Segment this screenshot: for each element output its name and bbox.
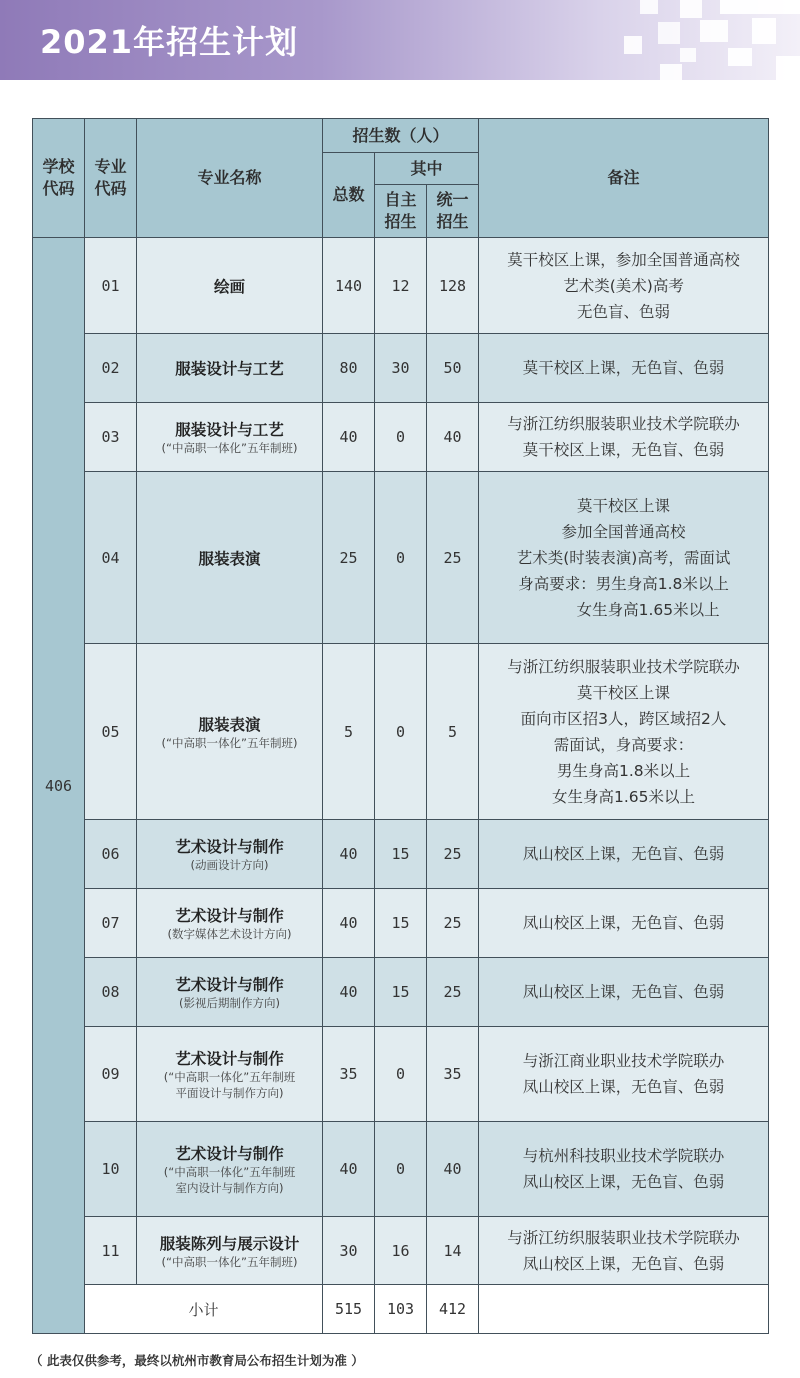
- decor-square: [680, 0, 702, 18]
- major-name: 绘画: [213, 277, 245, 296]
- independent-count: 15: [375, 889, 427, 958]
- total-count: 140: [323, 238, 375, 334]
- header-unified: 统一 招生: [427, 185, 479, 238]
- remarks-cell: [479, 238, 769, 334]
- remark-line: 参加全国普通高校: [561, 522, 686, 541]
- remark-line: 与浙江纺织服装职业技术学院联办: [507, 415, 740, 433]
- major-subtitle: (“中高职一体化”五年制班): [161, 441, 298, 455]
- decor-square: [776, 56, 800, 80]
- unified-count: 5: [427, 644, 479, 820]
- remarks-cell: [479, 1122, 769, 1217]
- remark-line: 莫干校区上课，无色盲、色弱: [522, 441, 725, 459]
- major-subtitle: (数字媒体艺术设计方向): [167, 927, 292, 941]
- unified-count: 35: [427, 1027, 479, 1122]
- remark-line: 艺术类(时装表演)高考，需面试: [516, 548, 731, 567]
- major-subtitle: (“中高职一体化”五年制班): [161, 735, 298, 750]
- remark-line: 凤山校区上课，无色盲、色弱: [522, 845, 725, 863]
- major-name: 服装设计与工艺: [175, 360, 284, 378]
- remark-line: 莫干校区上课，无色盲、色弱: [522, 359, 725, 377]
- remark-line: 莫干校区上课，参加全国普通高校: [507, 250, 740, 269]
- remark-line: 身高要求：男生身高1.8米以上: [518, 574, 729, 593]
- remark-line: 莫干校区上课: [577, 496, 671, 515]
- table-row: [33, 472, 769, 644]
- major-name: 服装设计与工艺: [175, 421, 284, 439]
- major-name-cell: [137, 238, 323, 334]
- major-name-cell: [137, 889, 323, 958]
- major-name: 艺术设计与制作: [175, 838, 284, 856]
- independent-count: 15: [375, 820, 427, 889]
- header-enrollment: 招生数（人）: [323, 119, 479, 153]
- unified-count: 25: [427, 472, 479, 644]
- subtotal-label: 小计: [85, 1285, 323, 1334]
- remark-line: 女生身高1.65米以上: [552, 787, 696, 806]
- footnote: （ 此表仅供参考，最终以杭州市教育局公布招生计划为准 ）: [30, 1353, 364, 1368]
- decor-square: [752, 18, 776, 44]
- independent-count: 15: [375, 958, 427, 1027]
- remark-line: 面向市区招3人，跨区域招2人: [520, 709, 727, 728]
- major-name-cell: [137, 334, 323, 403]
- remarks-cell: [479, 1217, 769, 1285]
- major-name-cell: [137, 644, 323, 820]
- remark-line: 凤山校区上课，无色盲、色弱: [522, 983, 725, 1001]
- major-name-cell: [137, 1027, 323, 1122]
- independent-count: 30: [375, 334, 427, 403]
- table-row: [33, 820, 769, 889]
- total-count: 40: [323, 1122, 375, 1217]
- major-name: 服装表演: [198, 549, 261, 568]
- remark-line: 凤山校区上课，无色盲、色弱: [522, 914, 725, 932]
- subtotal-total: 515: [323, 1285, 375, 1334]
- major-subtitle: (动画设计方向): [190, 858, 269, 872]
- unified-count: 25: [427, 889, 479, 958]
- header-school-code: 学校 代码: [33, 119, 85, 238]
- table-row: [33, 238, 769, 334]
- major-name: 艺术设计与制作: [175, 976, 284, 994]
- title-banner: [0, 0, 800, 80]
- independent-count: 0: [375, 1027, 427, 1122]
- header-independent: 自主 招生: [375, 185, 427, 238]
- remark-line: 与浙江商业职业技术学院联办: [522, 1052, 725, 1070]
- remarks-cell: [479, 958, 769, 1027]
- decor-square: [660, 64, 682, 80]
- major-name-cell: [137, 1217, 323, 1285]
- major-code: 08: [85, 958, 137, 1027]
- subtotal-remarks: [479, 1285, 769, 1334]
- remarks-cell: [479, 1027, 769, 1122]
- enrollment-plan-table: [32, 118, 769, 1334]
- remark-line: 与杭州科技职业技术学院联办: [522, 1147, 725, 1165]
- header-total: 总数: [323, 153, 375, 238]
- table-row: [33, 644, 769, 820]
- major-code: 10: [85, 1122, 137, 1217]
- decor-square: [720, 0, 800, 14]
- major-subtitle: (“中高职一体化”五年制班 室内设计与制作方向): [163, 1165, 296, 1195]
- remarks-cell: [479, 334, 769, 403]
- major-name-cell: [137, 958, 323, 1027]
- major-code: 03: [85, 403, 137, 472]
- independent-count: 0: [375, 472, 427, 644]
- major-name-cell: [137, 403, 323, 472]
- decor-square: [624, 36, 642, 54]
- major-subtitle: (影视后期制作方向): [179, 996, 280, 1010]
- subtotal-unified: 412: [427, 1285, 479, 1334]
- remark-line: 凤山校区上课，无色盲、色弱: [522, 1173, 725, 1191]
- remark-line: 凤山校区上课，无色盲、色弱: [522, 1078, 725, 1096]
- remark-line: 与浙江纺织服装职业技术学院联办: [507, 657, 740, 676]
- remarks-cell: [479, 644, 769, 820]
- total-count: 40: [323, 958, 375, 1027]
- unified-count: 40: [427, 1122, 479, 1217]
- major-code: 01: [85, 238, 137, 334]
- remarks-cell: [479, 889, 769, 958]
- major-name-cell: [137, 820, 323, 889]
- header-major-code: 专业 代码: [85, 119, 137, 238]
- unified-count: 50: [427, 334, 479, 403]
- total-count: 80: [323, 334, 375, 403]
- remark-line: 无色盲、色弱: [577, 302, 671, 321]
- page-title: 2021年招生计划: [40, 23, 299, 61]
- major-subtitle: (“中高职一体化”五年制班 平面设计与制作方向): [163, 1070, 296, 1100]
- school-code-cell: 406: [33, 238, 85, 1334]
- remark-line: 莫干校区上课: [577, 683, 671, 702]
- remark-line: 需面试，身高要求：: [553, 735, 694, 754]
- header-remarks: 备注: [479, 119, 769, 238]
- header-major-name: 专业名称: [137, 119, 323, 238]
- remark-line: 凤山校区上课，无色盲、色弱: [522, 1254, 725, 1273]
- remark-line: 与浙江纺织服装职业技术学院联办: [507, 1228, 740, 1247]
- decor-square: [680, 48, 696, 62]
- decor-square: [640, 0, 658, 14]
- major-code: 09: [85, 1027, 137, 1122]
- major-name-cell: [137, 1122, 323, 1217]
- major-name-cell: [137, 472, 323, 644]
- total-count: 5: [323, 644, 375, 820]
- total-count: 40: [323, 820, 375, 889]
- major-name: 服装陈列与展示设计: [159, 1234, 300, 1253]
- remark-line: 艺术类(美术)高考: [563, 276, 684, 295]
- major-code: 11: [85, 1217, 137, 1285]
- decor-square: [658, 22, 680, 44]
- independent-count: 0: [375, 644, 427, 820]
- major-name: 服装表演: [198, 715, 261, 734]
- total-count: 35: [323, 1027, 375, 1122]
- unified-count: 25: [427, 820, 479, 889]
- table-row: [33, 958, 769, 1027]
- table-row: [33, 334, 769, 403]
- header-among: 其中: [375, 153, 479, 185]
- remarks-cell: [479, 472, 769, 644]
- major-code: 02: [85, 334, 137, 403]
- independent-count: 16: [375, 1217, 427, 1285]
- independent-count: 0: [375, 403, 427, 472]
- table-body: [33, 238, 769, 1334]
- total-count: 40: [323, 403, 375, 472]
- major-code: 04: [85, 472, 137, 644]
- table-row: [33, 889, 769, 958]
- table-row: [33, 1027, 769, 1122]
- unified-count: 25: [427, 958, 479, 1027]
- major-code: 05: [85, 644, 137, 820]
- major-subtitle: (“中高职一体化”五年制班): [161, 1254, 298, 1269]
- major-name: 艺术设计与制作: [175, 907, 284, 925]
- major-code: 07: [85, 889, 137, 958]
- remarks-cell: [479, 820, 769, 889]
- independent-count: 12: [375, 238, 427, 334]
- subtotal-independent: 103: [375, 1285, 427, 1334]
- decor-square: [700, 20, 728, 42]
- remark-line: 女生身高1.65米以上: [527, 600, 720, 619]
- major-name: 艺术设计与制作: [175, 1050, 284, 1068]
- remark-line: 男生身高1.8米以上: [556, 761, 691, 780]
- decor-square: [728, 48, 752, 66]
- independent-count: 0: [375, 1122, 427, 1217]
- total-count: 30: [323, 1217, 375, 1285]
- subtotal-row: [33, 1285, 769, 1334]
- major-name: 艺术设计与制作: [175, 1145, 284, 1163]
- remarks-cell: [479, 403, 769, 472]
- unified-count: 14: [427, 1217, 479, 1285]
- unified-count: 40: [427, 403, 479, 472]
- table-row: [33, 403, 769, 472]
- table-row: [33, 1122, 769, 1217]
- table-row: [33, 1217, 769, 1285]
- unified-count: 128: [427, 238, 479, 334]
- total-count: 40: [323, 889, 375, 958]
- total-count: 25: [323, 472, 375, 644]
- major-code: 06: [85, 820, 137, 889]
